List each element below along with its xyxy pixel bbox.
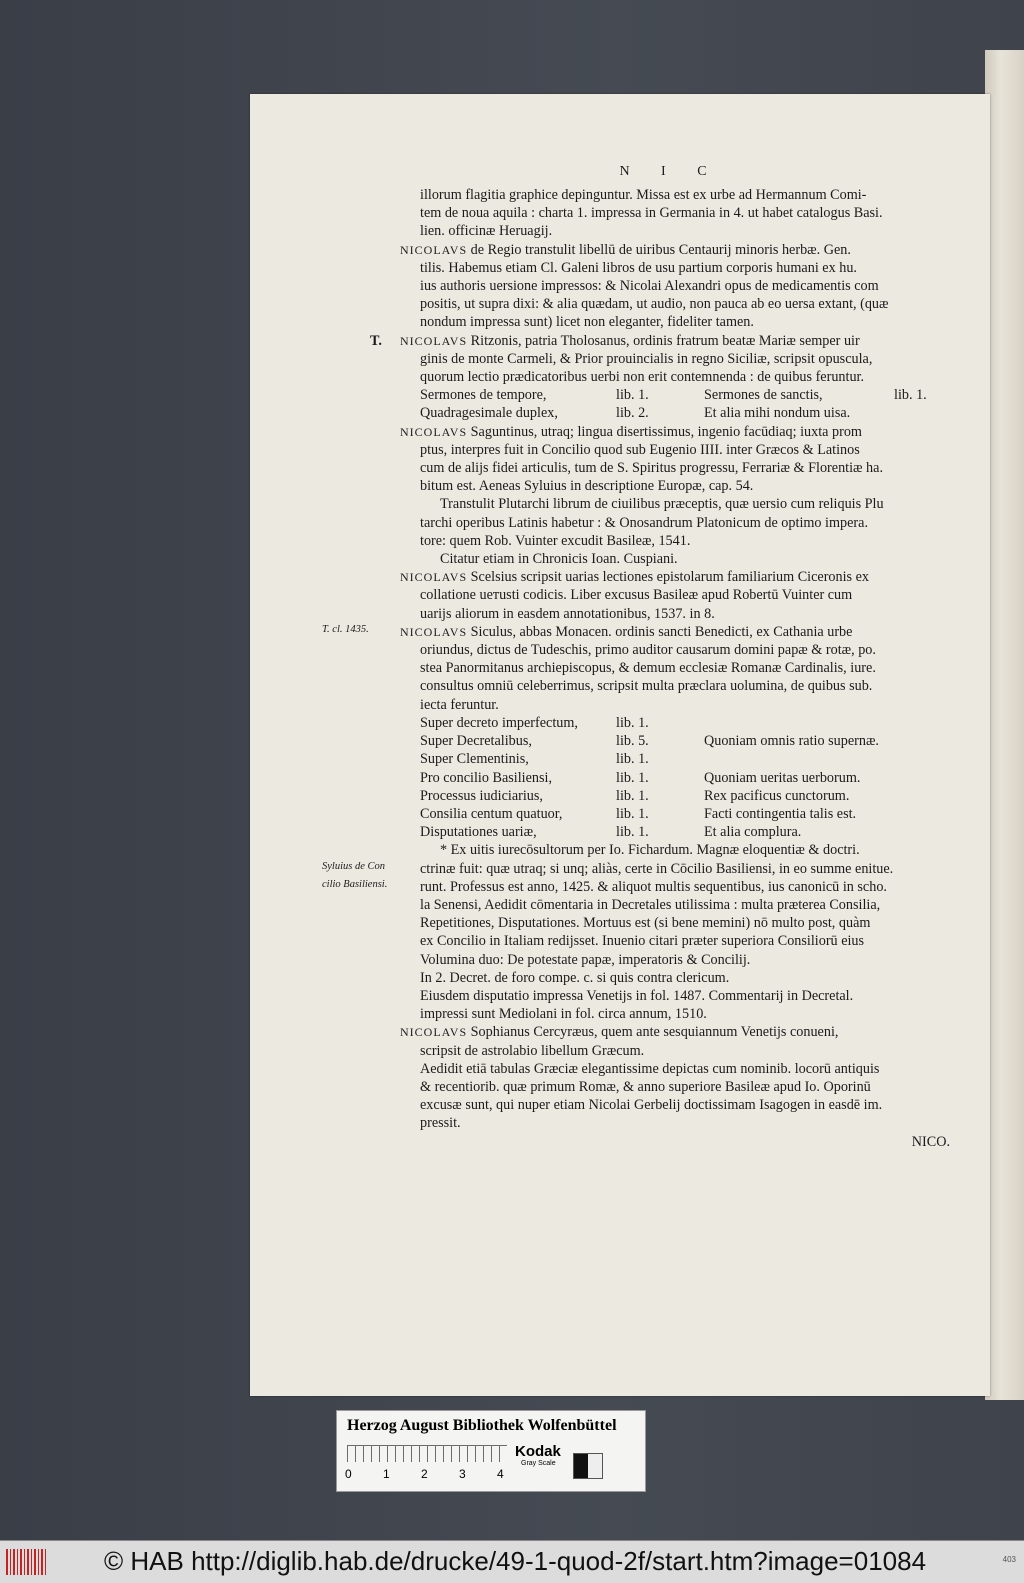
line-text: consultus omniū celeberrimus, scripsit multa præclara uolumina, de quibus sub. — [420, 678, 873, 695]
text-line — [400, 1114, 960, 1132]
table-cell: Sermones de tempore, — [420, 387, 547, 404]
table-cell: Processus iudiciarius, — [420, 787, 543, 804]
text-line — [400, 605, 960, 623]
text-line — [400, 951, 960, 969]
copyright-url[interactable]: © HAB http://diglib.hab.de/drucke/49-1-quod-2f/start.htm?image=01084 — [104, 1546, 927, 1576]
line-text: & recentiorib. quæ primum Romæ, & anno superiore Basileæ apud Io. Oporinū — [420, 1078, 871, 1095]
table-cell: lib. 1. — [616, 805, 649, 822]
line-text: tarchi operibus Latinis habetur : & Onosandrum Platonicum de optimo impera. — [420, 514, 868, 531]
table-cell: Quoniam omnis ratio supernæ. — [704, 733, 879, 750]
line-text: ctrinæ fuit: quæ utraq; si unq; aliàs, certe in Cōcilio Basiliensi, in eo summe enitue. — [420, 860, 894, 877]
text-line — [400, 769, 960, 787]
table-cell: Quoniam ueritas uerborum. — [704, 769, 861, 786]
table-cell: lib. 1. — [616, 824, 649, 841]
text-line — [400, 204, 960, 222]
text-line — [400, 568, 960, 586]
text-line — [400, 550, 960, 568]
table-cell: Super Clementinis, — [420, 751, 529, 768]
table-cell: Pro concilio Basiliensi, — [420, 769, 553, 786]
table-cell — [894, 805, 954, 823]
table-cell: Sermones de sanctis, — [704, 387, 823, 404]
line-text: Siculus, abbas Monacen. ordinis sancti Benedicti, ex Cathania urbe — [467, 623, 853, 640]
text-line — [400, 659, 960, 677]
table-cell — [894, 732, 954, 750]
text-line — [400, 1042, 960, 1060]
gray-swatch — [573, 1453, 603, 1479]
table-cell: Facti contingentia talis est. — [704, 805, 857, 822]
table-cell: lib. 1. — [616, 714, 649, 731]
text-line — [400, 495, 960, 513]
table-cell — [894, 823, 954, 841]
entry-name: NICOLAVS — [400, 1025, 468, 1040]
text-line — [400, 386, 960, 404]
line-text: runt. Professus est anno, 1425. & aliquot multis sequentibus, ius canonicū in scho. — [420, 878, 887, 895]
table-cell: Et alia complura. — [704, 824, 802, 841]
line-text: ius authoris uersione impressos: & Nicolai Alexandri opus de medicamentis com — [420, 278, 879, 295]
copyright-bar — [0, 1540, 1024, 1583]
text-line — [400, 1078, 960, 1096]
line-text: iecta feruntur. — [420, 696, 499, 713]
ruler-number: 4 — [497, 1467, 504, 1481]
text-line — [400, 532, 960, 550]
text-line — [400, 222, 960, 240]
text-line — [322, 860, 960, 878]
text-line — [400, 1096, 960, 1114]
line-text: lien. officinæ Heruagij. — [420, 223, 553, 240]
line-text: ex Concilio in Italiam redijsset. Inuenio citari præter superiora Consiliorū eius — [420, 933, 865, 950]
text-line — [400, 896, 960, 914]
text-line — [400, 350, 960, 368]
text-line — [400, 313, 960, 331]
line-text: oriundus, dictus de Tudeschis, primo auditor causarum domini papæ & rotæ, po. — [420, 642, 876, 659]
table-cell: Consilia centum quatuor, — [420, 805, 563, 822]
text-line — [400, 1023, 960, 1041]
line-text: pressit. — [420, 1115, 461, 1132]
text-line — [400, 914, 960, 932]
text-line — [400, 696, 960, 714]
page-body — [322, 186, 960, 1151]
table-cell — [894, 787, 954, 805]
line-text: tilis. Habemus etiam Cl. Galeni libros de usu partium corporis humani ex hu. — [420, 259, 857, 276]
line-text: tore: quem Rob. Vuinter excudit Basileæ, 1541. — [420, 532, 691, 549]
text-line — [400, 259, 960, 277]
text-line — [400, 732, 960, 750]
kodak-label: Kodak — [515, 1443, 561, 1460]
line-text: ptus, interpres fuit in Concilio quod sub Eugenio IIII. inter Græcos & Latinos — [420, 441, 860, 458]
line-text: Repetitiones, Disputationes. Mortuus est (si bene memini) nō multo post, quàm — [420, 915, 871, 932]
next-page-edge — [985, 50, 1024, 1400]
table-cell: Et alia mihi nondum uisa. — [704, 405, 851, 422]
text-line — [400, 423, 960, 441]
entry-name: NICOLAVS — [400, 242, 468, 257]
ruler-number: 3 — [459, 1467, 466, 1481]
ruler-number: 2 — [421, 1467, 428, 1481]
ruler-number: 1 — [383, 1467, 390, 1481]
ruler — [347, 1445, 507, 1462]
table-cell: Super decreto imperfectum, — [420, 714, 578, 731]
line-text: collatione ueтusti codicis. Liber excusus Basileæ apud Robertū Vuinter cum — [420, 587, 853, 604]
text-line — [400, 241, 960, 259]
line-text: bitum est. Aeneas Syluius in descriptione Europæ, cap. 54. — [420, 478, 754, 495]
text-line — [400, 368, 960, 386]
text-line — [400, 714, 960, 732]
line-text: illorum flagitia graphice depinguntur. Missa est ex urbe ad Hermannum Comi- — [420, 187, 867, 203]
library-name: Herzog August Bibliothek Wolfenbüttel — [347, 1417, 617, 1434]
line-text: Volumina duo: De potestate papæ, imperatoris & Concilij. — [420, 951, 751, 968]
table-cell: lib. 1. — [616, 787, 649, 804]
ruler-numbers — [345, 1467, 535, 1481]
table-cell — [894, 714, 954, 732]
text-line — [400, 514, 960, 532]
line-text: Eiusdem disputatio impressa Venetijs in fol. 1487. Commentarij in Decretal. — [420, 987, 854, 1004]
gray-scale-label: Gray Scale — [521, 1460, 556, 1467]
table-cell: lib. 1. — [616, 751, 649, 768]
table-cell: lib. 1. — [616, 769, 649, 786]
line-text: Transtulit Plutarchi librum de ciuilibus præceptis, quæ uersio cum reliquis Plu — [440, 496, 884, 513]
table-cell: Rex pacificus cunctorum. — [704, 787, 850, 804]
catchword: NICO. — [911, 1133, 950, 1150]
table-cell — [894, 769, 954, 787]
margin-note: cilio Basiliensi. — [322, 878, 388, 890]
text-line — [400, 295, 960, 313]
text-line — [400, 969, 960, 987]
entry-name: NICOLAVS — [400, 333, 468, 348]
table-cell: lib. 2. — [616, 405, 649, 422]
entry-name: NICOLAVS — [400, 424, 468, 439]
text-line — [400, 987, 960, 1005]
running-header: N I C — [619, 164, 721, 179]
margin-note: T. cl. 1435. — [322, 623, 369, 635]
table-cell — [894, 404, 954, 422]
line-text: ginis de monte Carmeli, & Prior prouincialis in regno Siciliæ, scripsit opuscula, — [420, 350, 873, 367]
line-text: uarijs aliorum in easdem annotationibus, 1537. in 8. — [420, 605, 715, 622]
text-line — [400, 641, 960, 659]
ruler-number: 0 — [345, 1467, 352, 1481]
line-text: Scelsius scripsit uarias lectiones epistolarum familiarium Ciceronis ex — [467, 569, 870, 586]
text-line — [400, 750, 960, 768]
text-line — [322, 623, 960, 641]
line-text: Aedidit etiā tabulas Græciæ elegantissime depictas cum nominib. locorū antiquis — [420, 1060, 880, 1077]
text-line — [400, 677, 960, 695]
table-cell — [894, 750, 954, 768]
line-text: cum de alijs fidei articulis, tum de S. Spiritus progressu, Ferrariæ & Florentiæ ha. — [420, 460, 883, 477]
line-text: de Regio transtulit libellū de uiribus Centaurij minoris herbæ. Gen. — [467, 241, 851, 258]
text-line — [400, 841, 960, 859]
barcode-logo-icon — [6, 1549, 48, 1575]
line-text: quorum lectio prædicatoribus uerbi non erit contemnenda : de quibus feruntur. — [420, 369, 865, 386]
line-text: la Senensi, Aedidit cōmentaria in Decretales utilissima : multa præterea Consilia, — [420, 896, 881, 913]
margin-note: Syluius de Con — [322, 860, 385, 872]
text-line — [400, 805, 960, 823]
line-text: positis, ut supra dixi: & alia quædam, ut audio, non pauca ab eo uersa extant, (quæ — [420, 296, 889, 313]
line-text: Citatur etiam in Chronicis Ioan. Cuspiani. — [440, 551, 678, 568]
entry-name: NICOLAVS — [400, 570, 468, 585]
text-line — [400, 1005, 960, 1023]
table-cell — [704, 750, 894, 768]
line-text: excusæ sunt, qui nuper etiam Nicolai Gerbelij doctissimam Isagogen in easdē im. — [420, 1097, 883, 1114]
text-line — [400, 404, 960, 422]
line-text: Saguntinus, utraq; lingua disertissimus, ingenio facūdiaq; iuxta prom — [467, 423, 862, 440]
line-text: scripsit de astrolabio libellum Græcum. — [420, 1042, 645, 1059]
text-line — [322, 878, 960, 896]
text-line — [400, 441, 960, 459]
text-line — [370, 332, 960, 350]
table-cell: Quadragesimale duplex, — [420, 405, 558, 422]
line-text: nondum impressa sunt) licet non eleganter, fideliter tamen. — [420, 314, 754, 331]
text-line — [400, 787, 960, 805]
line-text: In 2. Decret. de foro compe. c. si quis contra clericum. — [420, 969, 730, 986]
line-text: impressi sunt Mediolani in fol. circa annum, 1510. — [420, 1006, 707, 1023]
text-line — [400, 477, 960, 495]
table-cell: Super Decretalibus, — [420, 733, 532, 750]
table-cell: lib. 1. — [616, 387, 649, 404]
color-calibration-card — [336, 1410, 646, 1492]
line-text: * Ex uitis iurecōsultorum per Io. Fichardum. Magnæ eloquentiæ & doctri. — [440, 842, 860, 859]
margin-mark: T. — [370, 332, 382, 349]
table-cell: lib. 1. — [894, 387, 927, 404]
line-text: tem de noua aquila : charta 1. impressa in Germania in 4. ut habet catalogus Basi. — [420, 205, 883, 222]
table-cell: Disputationes uariæ, — [420, 824, 537, 841]
book-page — [250, 94, 990, 1396]
text-line — [400, 932, 960, 950]
line-text: stea Panormitanus archiepiscopus, & demum ecclesiæ Romanæ Cardinalis, iure. — [420, 660, 876, 677]
text-line — [400, 459, 960, 477]
text-line — [400, 277, 960, 295]
entry-name: NICOLAVS — [400, 624, 468, 639]
page-index-label: 403 — [1002, 1555, 1016, 1564]
text-line — [400, 186, 960, 204]
table-cell — [704, 714, 894, 732]
line-text: Ritzonis, patria Tholosanus, ordinis fratrum beatæ Mariæ semper uir — [467, 332, 860, 349]
line-text: Sophianus Cercyræus, quem ante sesquiannum Venetijs conueni, — [467, 1024, 839, 1041]
text-line — [400, 1060, 960, 1078]
text-line — [400, 823, 960, 841]
table-cell: lib. 5. — [616, 733, 649, 750]
text-line — [400, 586, 960, 604]
